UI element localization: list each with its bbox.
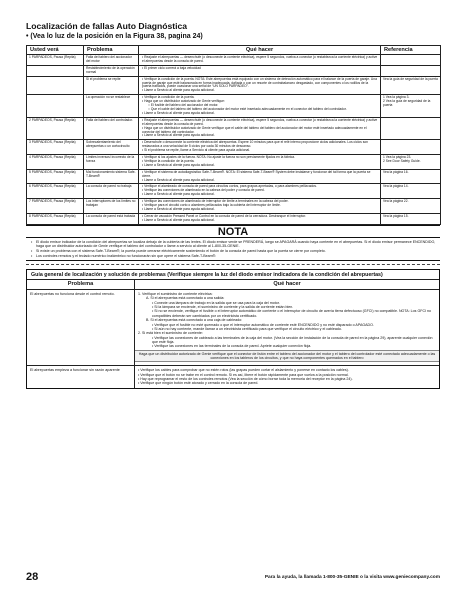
guide-row — [27, 290, 439, 366]
diagnostic-row — [27, 199, 441, 214]
que-hacer-line: • Llame a Servicio al cliente para ayuda adicional. — [142, 88, 215, 93]
que-hacer-line: • Verifique el sistema de autodiagnóstico Safe-T-Beam®. NOTA: El sistema Safe-T-Beam® System debe instalarse y funcionar del tal forma que la puerta se cierre. — [142, 169, 371, 178]
guide-action-line: • Verifique las conexiones de cableado a las terminales de la caja del motor. (Vea la sección de instalación de la consola de pared en la página 29), aparente cualquier conexión que esté floja. — [152, 335, 433, 344]
nota-item: • Si existe un problema con el sistema Safe-T-Beam®, la puerta puede cerrarse eléctricamente sosteniendo el botón de la consola de pared hasta que la puerta se cierre por completo. — [32, 249, 437, 254]
cell-que-hacer — [139, 213, 381, 224]
cell-que-hacer — [139, 117, 381, 140]
cell-problema: Falla del tablero del controlador. — [84, 117, 139, 140]
diagnostic-row — [27, 65, 441, 76]
cell-que-hacer — [139, 95, 381, 118]
page — [26, 21, 440, 389]
que-hacer-line: • Verifique si los ajustes de la fuerza. NOTA: No ajuste la fuerza no son previamente fijados en la fábrica. — [142, 155, 296, 160]
cell-referencia — [381, 55, 441, 66]
que-hacer-line: • Verifique la condición de la puerta. — [142, 95, 195, 100]
cell-que-hacer — [139, 76, 381, 95]
guide-col-problema: Problema — [27, 280, 135, 289]
que-hacer-line: • Verifique las conexiones de alambrado de interruptor de límite a terminales en la cabeza del poder. — [142, 199, 289, 204]
nota-item: • El diodo emisor indicador de la condición del abrepuertas se localiza debajo de la cubierta de las lentes. El diodo emisor verde se PRENDERÁ, luego se APAGARÁ cuando haya corriente en el abrepuertas. Si el diodo emisor permanece ENCENDIDO, haga que un distribuidor autorizado de Genie verifique el tablero del controlador o llame a servicio al cliente al 1-800-35-GENIE. — [32, 240, 437, 249]
cut-line-divider — [26, 261, 440, 265]
diagnostic-table-body — [27, 55, 441, 225]
cell-usted-vera — [27, 65, 84, 76]
diagnostic-row — [27, 117, 441, 140]
que-hacer-line: • Llame a Servicio al cliente para ayuda adicional. — [142, 162, 215, 167]
cell-que-hacer — [139, 65, 381, 76]
que-hacer-line: • Haga que un distribuidor autorizado de Genie verifique: — [142, 99, 225, 104]
cell-referencia — [381, 65, 441, 76]
guide-problem: El abrepuertas empieza a funcionar sin razón aparente — [27, 366, 135, 387]
cell-problema: La consola de pared está trabada — [84, 213, 139, 224]
que-hacer-line: • Reajuste el abrepuertas — desenchufe (o desconecte la corriente eléctrica), espere 5 segundos, vuelva a conectar (o restablezca la corriente eléctrica) y active el abrepuertas desde la consola de pared. — [142, 55, 378, 63]
cell-que-hacer — [139, 55, 381, 66]
cell-que-hacer — [139, 155, 381, 170]
que-hacer-line: • Llame a Servicio al cliente para ayuda adicional. — [142, 207, 215, 211]
guide-body — [27, 290, 439, 388]
guide-column-headers — [27, 280, 439, 290]
cell-usted-vera: 7 PARPADEOS, Pausa (Repita) — [27, 199, 84, 214]
guide-action-line: • Verifique las conexiones en las terminales de la consola de pared. Apriete cualquier conexión floja. — [152, 344, 312, 349]
cell-problema: Restablecimiento de la operación normal — [84, 65, 139, 76]
guide-action-line: • Verifique los cables para comprobar que no estén rotos (las grapas pueden cortar el aislamiento y ponerse en contacto los cables). — [138, 368, 349, 373]
que-hacer-line: • Llame a Servicio al cliente para ayuda adicional. — [142, 217, 215, 222]
cell-problema: Los interruptores de los límites no trabajan — [84, 199, 139, 214]
que-hacer-line: • El primer ciclo correrá a baja velocidad — [142, 65, 201, 70]
cell-referencia: Vea la página 22. — [381, 199, 441, 214]
cell-usted-vera — [27, 76, 84, 95]
que-hacer-line: • Verifique el alambrado de consola de pared para circuitos cortos, para grapas apretadas, o para alambres pellizcados. — [142, 184, 317, 189]
guide-action-line: • Verifique que el botón no se trabe en el control remoto. Si es así, libere el botón rápidamente para que vuelva a la posición normal. — [138, 372, 349, 377]
que-hacer-line: • Verifique la condición de la puerta. — [142, 158, 195, 163]
col-que-hacer: Qué hacer — [139, 46, 381, 55]
cell-usted-vera: 6 PARPADEOS, Pausa (Repita) — [27, 184, 84, 199]
guide-action-line: 2. Si está bien el suministro de corriente: — [138, 331, 203, 336]
diagnostic-row — [27, 55, 441, 66]
diagnostic-row — [27, 213, 441, 224]
col-usted-vera: Usted verá — [27, 46, 84, 55]
guide-action-line: 1. Verifique el suministro de corriente eléctrica: — [138, 292, 213, 297]
cell-usted-vera — [27, 95, 84, 118]
que-hacer-line: • Cerrar de vacación Pressed Panel or Control en la consola de pared de la cerradura. Destranque el interruptor. — [142, 213, 307, 218]
diagnostic-row — [27, 95, 441, 118]
que-hacer-line: • Llame a Servicio al cliente para ayuda adicional. — [142, 192, 215, 197]
col-referencia: Referencia — [381, 46, 441, 55]
cell-que-hacer — [139, 140, 381, 155]
cell-referencia: Vea la página 14. — [381, 184, 441, 199]
cell-usted-vera: 5 PARPADEOS, Pausa (Repita) — [27, 169, 84, 184]
diagnostic-row — [27, 140, 441, 155]
diagnostic-row — [27, 155, 441, 170]
page-subtitle: • (Vea lo luz de la posición en la Figura 38, pagina 24) — [26, 33, 203, 40]
diagnostic-row — [27, 184, 441, 199]
que-hacer-line: • Llame a Servicio al cliente para ayuda adicional. — [142, 177, 215, 182]
que-hacer-line: • Desenchufe o desconecte la corriente eléctrica del abrepuertas. Espere 10 minutos para que el relé interno proporcione ciclos adicionales. Los ciclos son restaurados a una velocidad de 5 ciclos por cada 30 minutos de descanso. — [142, 140, 369, 149]
col-problema: Problema — [84, 46, 139, 55]
page-number: 28 — [26, 571, 39, 583]
nota-list — [26, 238, 440, 261]
diagnostic-row — [27, 169, 441, 184]
nota-item: • Los controles remotos y el teclado numérico inalámbrico no funcionarán sin que opere el sistema Safe-T-Beam®. — [32, 254, 437, 259]
footer — [26, 571, 440, 587]
guide-action-line: • Conecte una lámpara de trabajo en la salida que se usa para la caja del motor. — [152, 300, 280, 305]
guide-action-line: • Verifique que ningún botón esté atorado y cerrado en la consola de pared. — [138, 381, 259, 386]
cell-referencia — [381, 140, 441, 155]
que-hacer-line: • Reajuste el abrepuertas — desenchufe (o desconecte la corriente eléctrica), espere 5 segundos, vuelva a conectar (o restablezca la corriente eléctrica) y active el abrepuertas desde la consola de pared. — [142, 117, 378, 126]
guide-col-que-hacer: Qué hacer — [273, 281, 301, 288]
cell-usted-vera: 2 PARPADEOS, Pausa (Repita) — [27, 117, 84, 140]
cell-problema: La operación no se restablece — [84, 95, 139, 118]
cell-referencia: Vea la página 16. — [381, 169, 441, 184]
cell-referencia: Vea la página 15. — [381, 213, 441, 224]
cell-usted-vera: 8 PARPADEOS, Pausa (Repita) — [27, 213, 84, 224]
page-title: Localización de fallas Auto Diagnóstica — [26, 21, 188, 31]
que-hacer-line: • Verifique las conexiones de alambrado en la cabeza del poder y consola de pared. — [142, 188, 265, 193]
que-hacer-line: • Haga que un distribuidor autorizado de Genie verifique que el cable del tablero del tablero del accionador del motor esté insertado adecuadamente en el conector del tablero del controlador. — [142, 125, 367, 134]
guide-row — [27, 366, 439, 387]
diagnostic-row — [27, 76, 441, 95]
guide-action-line: • Si la lámpara se enciende, el suministro de corriente y la salida de corriente están bien. — [152, 305, 294, 310]
cell-que-hacer — [139, 199, 381, 214]
guide-action-line: B. Si el abrepuertas está conectado a una caja de cableado: — [146, 318, 243, 323]
que-hacer-line: • Si el problema se repite, llame a Servicio al cliente para ayuda adicional. — [142, 148, 250, 153]
guide-action-line: • Si no se enciende, verifique el fusible o el interruptor automático de corriente o el interruptor de circuito de avería tierra defectuoso (GFCI) no compatible. NOTA: Los GFCI no compatibles deberán ser cambiados por un electricista certificado. — [152, 309, 432, 318]
guide-problem: El abrepuertas no funciona desde el control remoto. — [27, 290, 135, 365]
footer-contact: Para la ayuda, la llamada 1-800-35-GENIE o la visita www.geniecompany.com — [264, 575, 440, 580]
guide-action-line: • Hay que reprogramar el resto de los controles remotos (Vea la sección de cómo borrar toda la memoria del receptor en la página 24). — [138, 376, 353, 381]
guide-heading: Guía general de localización y solución de problemas (Verifique siempre la luz del diodo emisor indicadora de la condición del abrepuertas) — [27, 270, 439, 280]
cell-usted-vera: 3 PARPADEOS, Pausa (Repita) — [27, 140, 84, 155]
cell-usted-vera: 4 PARPADEOS, Pausa (Repita) — [27, 155, 84, 170]
cell-referencia: 1 Vea la página 23. 2 See Door Safety Guide. — [381, 155, 441, 170]
general-troubleshooting-guide — [26, 269, 440, 389]
guide-action-line: Haga que un distribuidor autorizado de Genie verifique que el conector de listón entre el tablero del accionador del motor y el tablero del controlador esté conectado adecuadamente o las conexiones en los tableros de los circuitos, y que no haya componentes quemados en el tablero — [135, 350, 439, 363]
cell-referencia: Vea la guía de seguridad de la puerta — [381, 76, 441, 95]
que-hacer-line: ○ Que el cable del tablero del tablero del accionador del motor esté insertado adecuadamente en el conector del tablero del controlador. — [148, 106, 347, 111]
que-hacer-line: ○ El fusible del tablero del accionador del motor. — [148, 103, 219, 108]
cell-referencia: 1 Vea la página 3. 2 Vea la guía de seguridad de la puerta — [381, 95, 441, 118]
que-hacer-line: • Llame a Servicio al cliente para ayuda adicional. — [142, 110, 215, 115]
nota-title: NOTA — [26, 225, 440, 238]
que-hacer-line: • Llame a Servicio al cliente para ayuda adicional. — [142, 133, 215, 138]
guide-action-line: A. Si el abrepuertas está conectado a una salida: — [146, 296, 225, 301]
cell-referencia — [381, 117, 441, 140]
que-hacer-line: • Verifique para el circuitó corto o alambres pellizcados bajo la cubierta del interruptor de límite. — [142, 203, 281, 208]
cell-problema: Sobrecalentamiento del abrepuertas o un cortocircuito — [84, 140, 139, 155]
cell-que-hacer — [139, 169, 381, 184]
cell-problema: Falla del tablero del accionador del motor — [84, 55, 139, 66]
guide-action-line: • Si aún no hay corriente, mande llamar a un electricista certificado para que verifique el circuito eléctrico y el cableado. — [152, 326, 342, 331]
diagnostic-table — [26, 45, 441, 225]
cell-que-hacer — [139, 184, 381, 199]
guide-actions — [135, 366, 439, 387]
diagnostic-table-header — [27, 46, 441, 55]
cell-problema: Límites inversos/ incorrecto de la fuerza — [84, 155, 139, 170]
cell-usted-vera: 1 PARPADEOS, Pausa (Repita) — [27, 55, 84, 66]
cell-problema: Mal funcionamiento sistema Safe-T-Beam® — [84, 169, 139, 184]
que-hacer-line: • Verifique la condición de la puerta. NOTA: Este abrepuertas está equipado con un sistema de detección automático para el balance de la puerta de garaje. Una puerta de garaje que esté balanceada en forma inadecuada, dañada o con un resorte de contrabalanceo desgastado, con componentes o los rodillos de la puerta trabados, puede ocasionar una señal de “UN SOLO PARPADEO”. — [142, 76, 377, 89]
cell-problema: La consola de pared no trabaja — [84, 184, 139, 199]
cell-problema: Si el problema se repite — [84, 76, 139, 95]
guide-actions — [135, 290, 439, 365]
guide-action-line: • Verifique que el fusible no esté quemado o que el interruptor automático de corriente esté ENCENDIDO y no esté disparado o APAGADO. — [152, 322, 374, 327]
